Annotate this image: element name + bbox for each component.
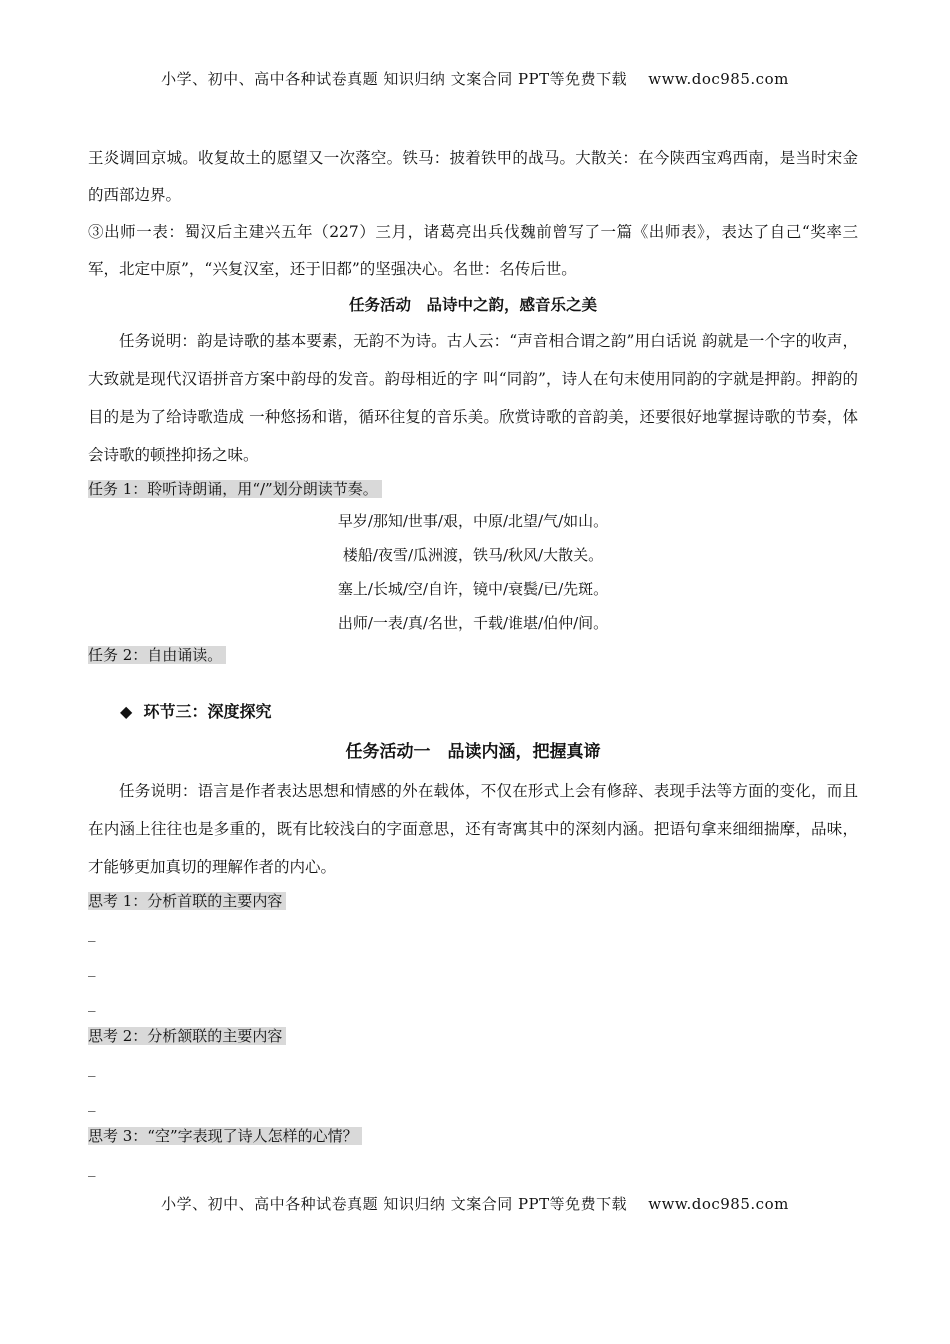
poem-line-3: 塞上/长城/空/自许，镜中/衰鬓/已/先斑。 <box>337 580 609 598</box>
section-3-label: 环节三：深度探究 <box>143 702 272 721</box>
think-1-label: 思考 1：分析首联的主要内容 <box>88 892 286 910</box>
answer-blank: _ <box>88 1059 96 1077</box>
task-2-label: 任务 2：自由诵读。 <box>88 646 226 664</box>
activity-title-rhyme: 任务活动 品诗中之韵，感音乐之美 <box>348 296 597 314</box>
think-3-label: 思考 3：“空”字表现了诗人怎样的心情？ <box>88 1127 362 1145</box>
poem-line-2: 楼船/夜雪/瓜洲渡，铁马/秋风/大散关。 <box>342 546 604 564</box>
section-heading <box>120 692 858 732</box>
diamond-bullet-icon: ◆ <box>120 702 133 721</box>
task-1-label: 任务 1：聆听诗朗诵，用“/”划分朗读节奏。 <box>88 480 382 498</box>
answer-blank: _ <box>88 924 96 942</box>
answer-blank: _ <box>88 994 96 1012</box>
think-2-label: 思考 2：分析颔联的主要内容 <box>88 1027 286 1045</box>
note-paragraph-2: ③出师一表：蜀汉后主建兴五年（227）三月，诸葛亮出兵伐魏前曾写了一篇《出师表》，表达了自己“奖率三军，北定中原”，“兴复汉室，还于旧都”的坚强决心。名世：名传后世。 <box>88 223 858 278</box>
poem <box>88 504 858 640</box>
activity-description-meaning: 任务说明：语言是作者表达思想和情感的外在载体，不仅在形式上会有修辞、表现手法等方面的变化，而且在内涵上往往也是多重的，既有比较浅白的字面意思，还有寄寓其中的深刻内涵。把语句拿来细细揣摩，品味，才能够更加真切的理解作者的内心。 <box>88 782 858 876</box>
answer-blank: _ <box>88 1159 96 1177</box>
poem-line-1: 早岁/那知/世事/艰，中原/北望/气/如山。 <box>337 512 609 530</box>
answer-blank: _ <box>88 959 96 977</box>
page-header: 小学、初中、高中各种试卷真题 知识归纳 文案合同 PPT等免费下载 www.doc985.com <box>161 70 789 88</box>
activity-title-meaning: 任务活动一 品读内涵，把握真谛 <box>345 742 601 762</box>
page-content <box>88 140 858 1186</box>
activity-description-rhyme: 任务说明：韵是诗歌的基本要素，无韵不为诗。古人云：“声音相合谓之韵”用白话说 韵就是一个字的收声，大致就是现代汉语拼音方案中韵母的发音。韵母相近的字 叫“同韵”，诗人在句末使用同韵的字就是押韵。押韵的目的是为了给诗歌造成 一种悠扬和谐，循环往复的音乐美。欣赏诗歌的音韵美，还要很好地掌握诗歌的节奏，体会诗歌的顿挫抑扬之味。 <box>88 332 858 464</box>
page-footer: 小学、初中、高中各种试卷真题 知识归纳 文案合同 PPT等免费下载 www.doc985.com <box>161 1195 789 1213</box>
answer-blank: _ <box>88 1094 96 1112</box>
note-paragraph-1: 王炎调回京城。收复故土的愿望又一次落空。铁马：披着铁甲的战马。大散关：在今陕西宝鸡西南，是当时宋金的西部边界。 <box>88 149 858 204</box>
poem-line-4: 出师/一表/真/名世，千载/谁堪/伯仲/间。 <box>337 614 609 632</box>
